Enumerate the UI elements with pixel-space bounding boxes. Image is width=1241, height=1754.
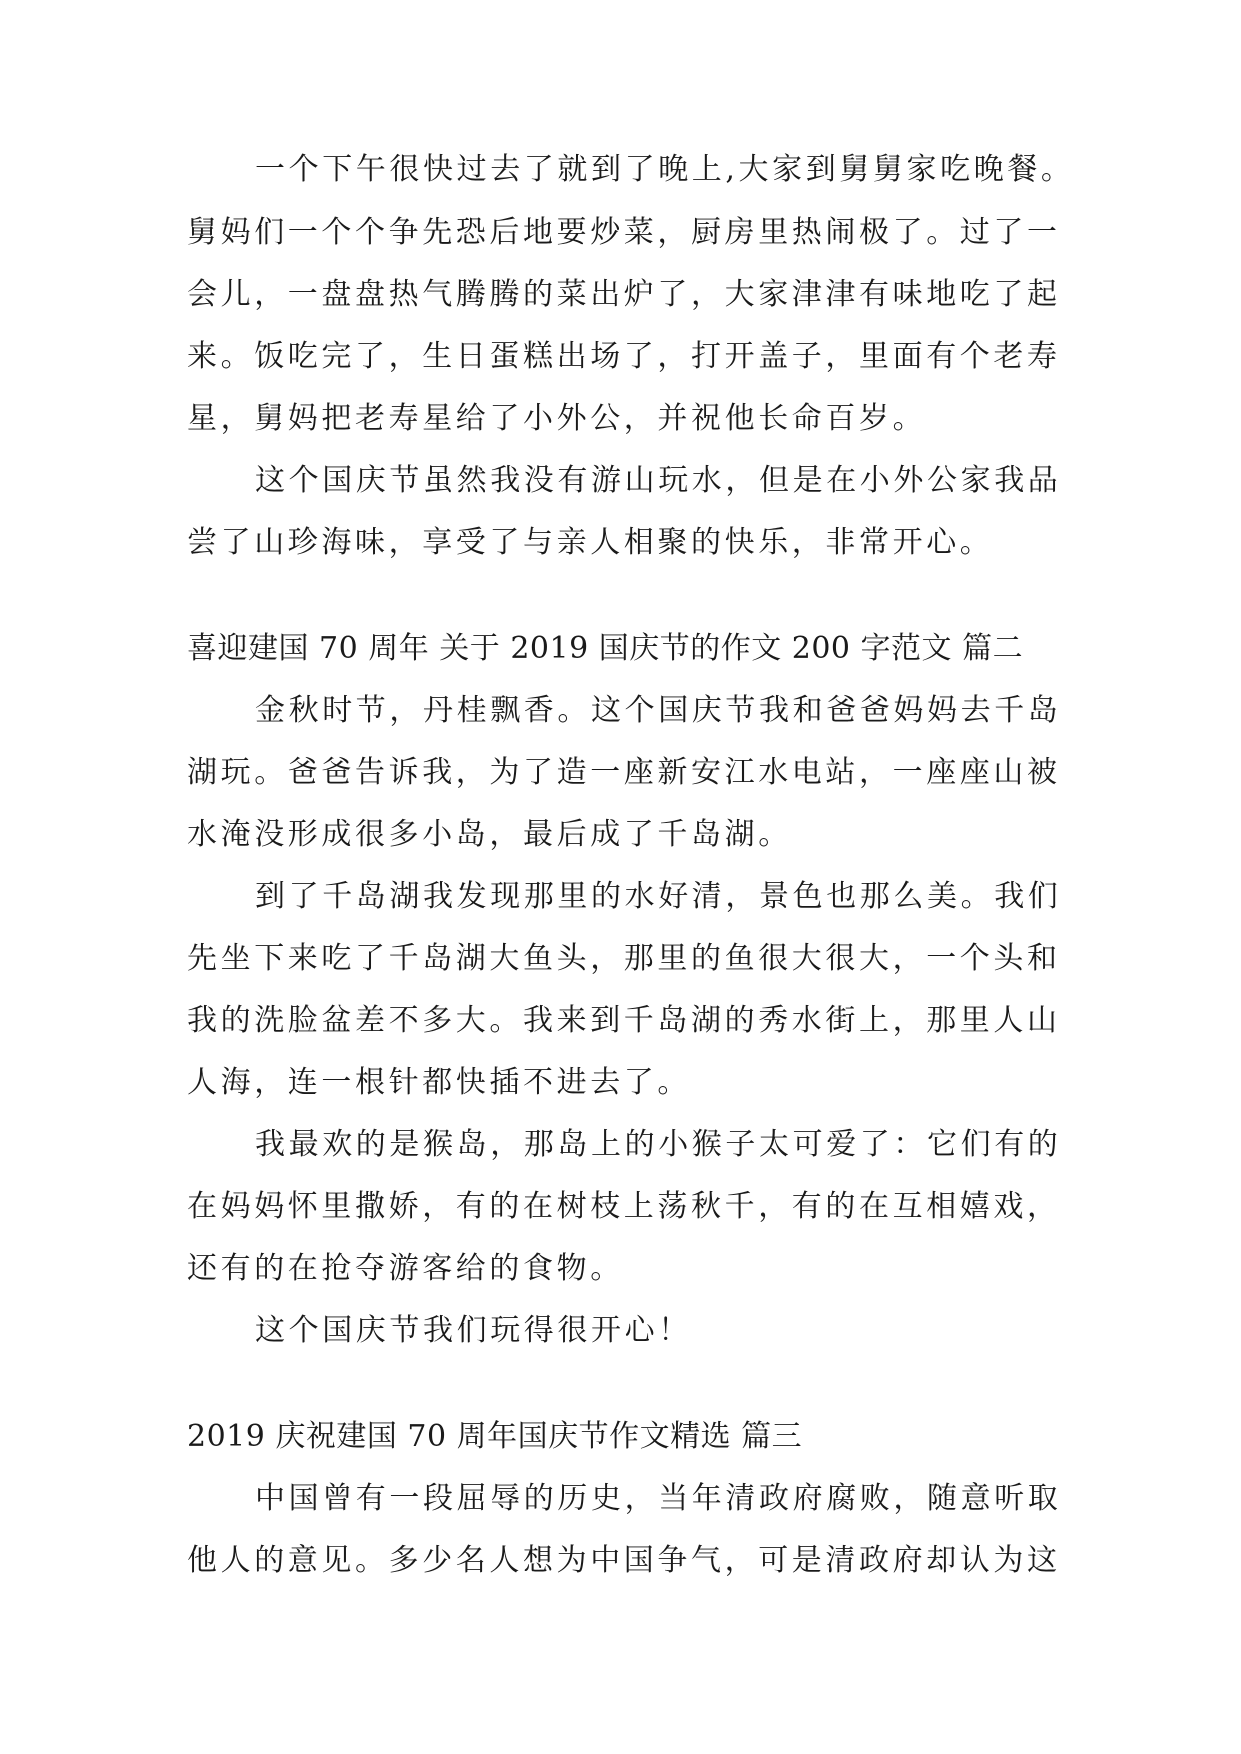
text-line: 舅妈们一个个争先恐后地要炒菜，厨房里热闹极了。过了一: [187, 215, 1061, 250]
text-line: 这个国庆节虽然我没有游山玩水，但是在小外公家我品: [255, 463, 1062, 498]
text-line: 会儿，一盘盘热气腾腾的菜出炉了，大家津津有味地吃了起: [187, 277, 1061, 312]
text-line: 我的洗脸盆差不多大。我来到千岛湖的秀水街上，那里人山: [187, 1003, 1061, 1038]
text-line: 星，舅妈把老寿星给了小外公，并祝他长命百岁。: [187, 401, 927, 436]
text-line: 来。饭吃完了，生日蛋糕出场了，打开盖子，里面有个老寿: [187, 339, 1061, 374]
text-line: 还有的在抢夺游客给的食物。: [187, 1251, 624, 1286]
section-heading: 2019 庆祝建国 70 周年国庆节作文精选 篇三: [187, 1419, 803, 1454]
text-line: 尝了山珍海味，享受了与亲人相聚的快乐，非常开心。: [187, 525, 994, 560]
text-line: 金秋时节，丹桂飘香。这个国庆节我和爸爸妈妈去千岛: [255, 693, 1062, 728]
section-heading: 喜迎建国 70 周年 关于 2019 国庆节的作文 200 字范文 篇二: [187, 631, 1024, 666]
text-line: 到了千岛湖我发现那里的水好清，景色也那么美。我们: [255, 879, 1062, 914]
text-line: 在妈妈怀里撒娇，有的在树枝上荡秋千，有的在互相嬉戏，: [187, 1189, 1061, 1224]
text-line: 我最欢的是猴岛，那岛上的小猴子太可爱了：它们有的: [255, 1127, 1062, 1162]
text-line: 这个国庆节我们玩得很开心！: [255, 1313, 692, 1348]
text-line: 一个下午很快过去了就到了晚上,大家到舅舅家吃晚餐。: [255, 152, 1075, 187]
text-line: 湖玩。爸爸告诉我，为了造一座新安江水电站，一座座山被: [187, 755, 1061, 790]
text-line: 他人的意见。多少名人想为中国争气，可是清政府却认为这: [187, 1543, 1061, 1578]
text-line: 人海，连一根针都快插不进去了。: [187, 1065, 691, 1100]
text-line: 水淹没形成很多小岛，最后成了千岛湖。: [187, 817, 792, 852]
text-line: 先坐下来吃了千岛湖大鱼头，那里的鱼很大很大，一个头和: [187, 941, 1061, 976]
text-line: 中国曾有一段屈辱的历史，当年清政府腐败，随意听取: [255, 1481, 1062, 1516]
